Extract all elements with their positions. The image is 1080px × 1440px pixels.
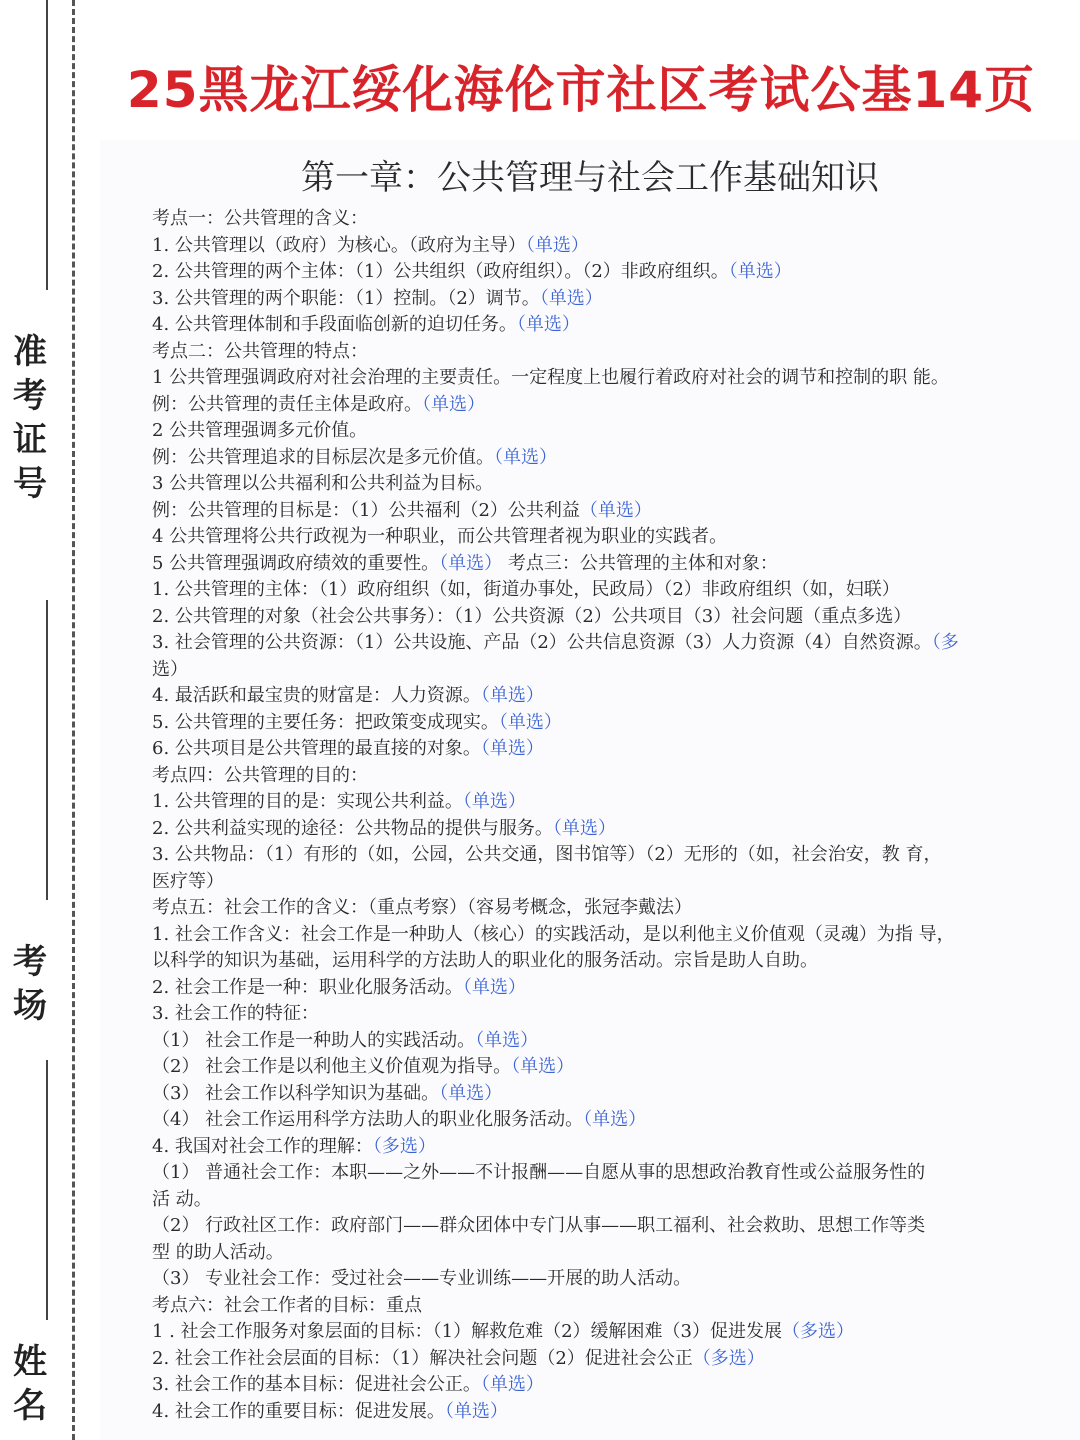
text-line: 考点五：社会工作的含义：（重点考察）（容易考概念，张冠李戴法） <box>152 897 692 918</box>
text-line: 以科学的知识为基础，运用科学的方法助人的职业化的服务活动。宗旨是助人自助。 <box>152 950 818 971</box>
text-line: 3. 公共管理的两个职能：（1）控制。（2）调节。（单选） <box>152 287 603 309</box>
text-line: 例：公共管理追求的目标层次是多元价值。（单选） <box>152 446 557 468</box>
text-line: 型 的助人活动。 <box>152 1241 284 1263</box>
text-line: 4. 公共管理体制和手段面临创新的迫切任务。（单选） <box>152 314 580 335</box>
text-line: 3 公共管理以公共福利和公共利益为目标。 <box>152 473 494 494</box>
text-line: 4. 我国对社会工作的理解：（多选） <box>152 1135 436 1157</box>
text-line: 2. 公共管理的两个主体：（1）公共组织（政府组织）。（2）非政府组织。（单选） <box>152 261 792 282</box>
title-banner <box>82 42 1080 138</box>
text-line: （2） 社会工作是以利他主义价值观为指导。（单选） <box>152 1056 575 1077</box>
chapter-heading: 第一章：公共管理与社会工作基础知识 <box>301 158 879 198</box>
text-line: 5. 公共管理的主要任务：把政策变成现实。（单选） <box>152 711 562 733</box>
text-line: 3. 社会工作的基本目标：促进社会公正。（单选） <box>152 1374 544 1395</box>
text-line: （3） 社会工作以科学知识为基础。（单选） <box>152 1082 503 1104</box>
text-line: 2 公共管理强调多元价值。 <box>152 420 368 441</box>
field-line <box>46 600 48 900</box>
text-line: 1. 公共管理的主体：（1）政府组织（如，街道办事处，民政局）（2）非政府组织（如，妇联） <box>152 579 900 600</box>
text-line: 1. 公共管理的目的是：实现公共利益。（单选） <box>152 791 526 812</box>
text-line: 3. 社会工作的特征： <box>152 1003 319 1024</box>
text-line: 1 . 社会工作服务对象层面的目标：（1）解救危难（2）缓解困难（3）促进发展（多选） <box>152 1321 854 1342</box>
text-line: 1. 社会工作含义：社会工作是一种助人（核心）的实践活动，是以利他主义价值观（灵魂）为指 导， <box>152 923 955 945</box>
text-line: 2. 社会工作是一种：职业化服务活动。（单选） <box>152 976 526 998</box>
text-line: 2. 公共利益实现的途径：公共物品的提供与服务。（单选） <box>152 817 616 839</box>
document-body <box>152 206 1032 1425</box>
text-line: 5 公共管理强调政府绩效的重要性。（单选） 考点三：公共管理的主体和对象： <box>152 552 778 574</box>
text-line: 1. 公共管理以（政府）为核心。（政府为主导）（单选） <box>152 234 589 256</box>
text-line: 3. 社会管理的公共资源：（1）公共设施、产品（2）公共信息资源（3）人力资源（4）自然资源。（多 <box>152 632 959 653</box>
text-line: 1 公共管理强调政府对社会治理的主要责任。一定程度上也履行着政府对社会的调节和控制的职 能。 <box>152 367 949 388</box>
text-line: （2） 行政社区工作：政府部门——群众团体中专门从事——职工福利、社会救助、思想工作等类 <box>152 1215 926 1236</box>
field-line <box>46 0 48 290</box>
binding-dashed-line <box>72 0 75 1440</box>
text-line: 考点一：公共管理的含义： <box>152 208 368 229</box>
text-line: （1） 普通社会工作：本职——之外——不计报酬——自愿从事的思想政治教育性或公益服务性的 <box>152 1162 926 1183</box>
text-line: 考点二：公共管理的特点： <box>152 340 368 362</box>
text-line: 例：公共管理的责任主体是政府。（单选） <box>152 393 485 415</box>
text-line: 6. 公共项目是公共管理的最直接的对象。（单选） <box>152 738 544 759</box>
text-line: 3. 公共物品：（1）有形的（如，公园，公共交通，图书馆等）（2）无形的（如，社会治安，教 育， <box>152 844 942 865</box>
name-label: 姓名 <box>13 1342 47 1426</box>
exam-room-label: 考场 <box>13 942 47 1026</box>
text-line: 2. 社会工作社会层面的目标：（1）解决社会问题（2）促进社会公正（多选） <box>152 1347 765 1369</box>
text-line: 医疗等） <box>152 870 224 892</box>
text-line: （3） 专业社会工作：受过社会——专业训练——开展的助人活动。 <box>152 1268 692 1289</box>
text-line: 选） <box>152 658 188 680</box>
text-line: 考点四：公共管理的目的： <box>152 764 368 786</box>
binding-margin <box>0 0 82 1440</box>
text-line: 4. 最活跃和最宝贵的财富是：人力资源。（单选） <box>152 685 544 706</box>
text-line: 4 公共管理将公共行政视为一种职业，而公共管理者视为职业的实践者。 <box>152 526 728 547</box>
text-line: 考点六：社会工作者的目标：重点 <box>152 1294 422 1316</box>
text-line: 2. 公共管理的对象（社会公共事务）：（1）公共资源（2）公共项目（3）社会问题（重点多选） <box>152 605 912 627</box>
field-line <box>46 1060 48 1320</box>
text-line: （4） 社会工作运用科学方法助人的职业化服务活动。（单选） <box>152 1109 647 1130</box>
text-line: 活 动。 <box>152 1188 212 1210</box>
exam-id-label: 准考证号 <box>13 332 47 504</box>
text-line: 例：公共管理的目标是：（1）公共福利（2）公共利益（单选） <box>152 499 652 521</box>
text-line: （1） 社会工作是一种助人的实践活动。（单选） <box>152 1029 539 1051</box>
page-title: 25黑龙江绥化海伦市社区考试公基14页 <box>126 61 1036 119</box>
text-line: 4. 社会工作的重要目标：促进发展。（单选） <box>152 1400 508 1422</box>
